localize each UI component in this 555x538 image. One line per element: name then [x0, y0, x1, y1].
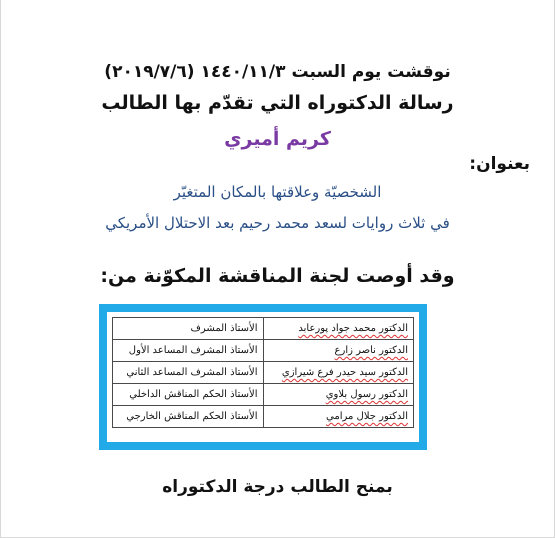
committee-member-role [113, 340, 264, 362]
degree-line: بمنح الطالب درجة الدكتوراه [162, 477, 393, 497]
committee-member-name [263, 318, 414, 340]
committee-member-name [263, 384, 414, 406]
committee-member-role [113, 384, 264, 406]
committee-intro: وقد أوصت لجنة المناقشة المكوّنة من: [100, 265, 455, 287]
committee-member-role [113, 362, 264, 384]
title-label: بعنوان: [469, 154, 530, 174]
committee-table [112, 317, 414, 428]
member-name-text: الدكتور رسول بلاوي [325, 389, 408, 400]
committee-frame-inner [107, 312, 419, 442]
committee-frame [99, 304, 427, 450]
member-role-text: الأستاذ المشرف المساعد الثاني [126, 367, 258, 378]
table-row [113, 340, 414, 362]
member-role-text: الأستاذ المشرف [190, 323, 258, 334]
member-name-text: الدكتور سيد حيدر فرع شيرازي [281, 367, 408, 378]
member-name-text: الدكتور ناصر زارع [334, 345, 408, 356]
thesis-line: رسالة الدكتوراه التي تقدّم بها الطالب [101, 92, 454, 114]
committee-member-role [113, 318, 264, 340]
committee-member-name [263, 340, 414, 362]
member-role-text: الأستاذ الحكم المناقش الداخلي [129, 389, 258, 400]
thesis-title-line-1: الشخصيّة وعلاقتها بالمكان المتغيّر [173, 183, 382, 201]
committee-member-name [263, 362, 414, 384]
table-row [113, 384, 414, 406]
member-name-text: الدكتور جلال مرامي [326, 411, 408, 422]
table-row [113, 362, 414, 384]
table-row [113, 406, 414, 428]
member-role-text: الأستاذ الحكم المناقش الخارجي [126, 411, 258, 422]
student-name: كريم أميري [224, 128, 331, 150]
committee-member-name [263, 406, 414, 428]
member-name-text: الدكتور محمد جواد پورعابد [298, 323, 408, 334]
thesis-title-line-2: في ثلاث روايات لسعد محمد رحيم بعد الاحتلال الأمريكي [105, 214, 450, 232]
member-role-text: الأستاذ المشرف المساعد الأول [128, 345, 258, 356]
table-row [113, 318, 414, 340]
defense-date-line: نوقشت يوم السبت ١٤٤٠/١١/٣ (٢٠١٩/٧/٦) [104, 62, 451, 82]
committee-member-role [113, 406, 264, 428]
